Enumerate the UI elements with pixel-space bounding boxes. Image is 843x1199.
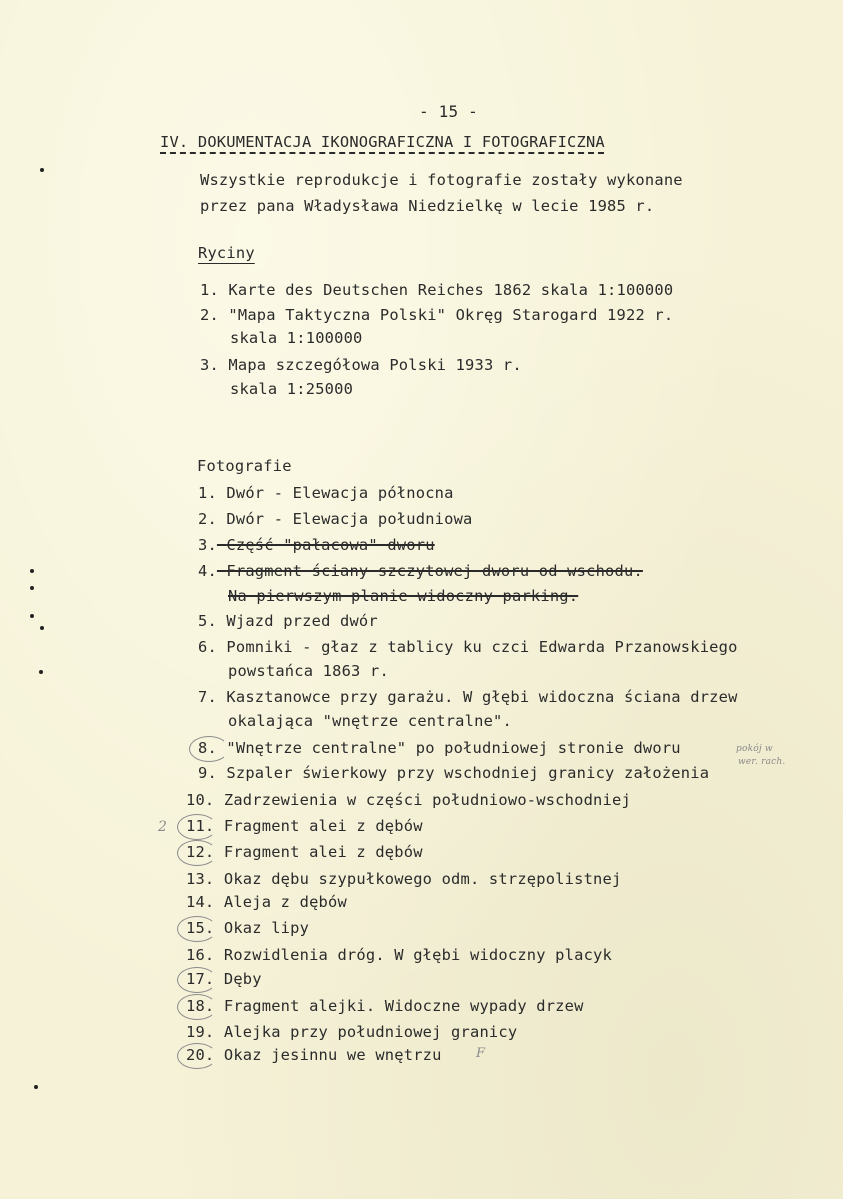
item-text: Część "pałacowa" dworu	[226, 536, 435, 554]
list-item-continuation: skala 1:25000	[230, 380, 354, 398]
section-heading: IV. DOKUMENTACJA IKONOGRAFICZNA I FOTOGRAFICZNA	[160, 133, 605, 151]
item-text: Pomniki - głaz z tablicy ku czci Edwarda Przanowskiego	[226, 638, 738, 656]
list-item	[186, 999, 584, 1014]
item-number: 14.	[186, 893, 215, 911]
margin-note-a: pokój w	[736, 744, 773, 754]
item-text: Wjazd przed dwór	[226, 612, 378, 630]
item-text: Szpaler świerkowy przy wschodniej granicy założenia	[226, 764, 710, 782]
list-item	[186, 948, 612, 963]
margin-dot	[39, 670, 43, 674]
item-number: 9.	[198, 764, 217, 782]
item-text: "Wnętrze centralne" po południowej stronie dworu	[226, 739, 681, 757]
item-number: 3.	[200, 356, 219, 374]
item-number: 7.	[198, 688, 217, 706]
item-text: Okaz lipy	[223, 919, 310, 937]
item-text: Aleja z dębów	[223, 893, 347, 911]
list-item-continuation-struck: Na pierwszym planie widoczny parking.	[228, 587, 579, 605]
margin-dot	[40, 626, 44, 630]
item-text: Zadrzewienia w części południowo-wschodniej	[223, 791, 631, 809]
list-item	[200, 283, 673, 298]
margin-dot	[30, 586, 34, 590]
list-item	[186, 819, 423, 834]
item-number: 2.	[200, 306, 219, 324]
item-number: 6.	[198, 638, 217, 656]
item-number: 10.	[186, 791, 215, 809]
item-text: Fragment alei z dębów	[223, 817, 423, 835]
item-number: 20.	[186, 1046, 215, 1064]
item-text: Fragment alei z dębów	[223, 843, 423, 861]
item-text: Fragment ściany szczytowej dworu od wschodu.	[226, 562, 643, 580]
list-item	[198, 614, 378, 629]
item-number: 4.	[198, 562, 217, 580]
margin-dot	[30, 614, 34, 618]
item-number: 19.	[186, 1023, 215, 1041]
item-number: 8.	[198, 739, 217, 757]
list-item	[186, 1025, 517, 1040]
list-item	[198, 690, 738, 705]
list-item	[186, 793, 631, 808]
item-number: 18.	[186, 997, 215, 1015]
margin-note-number: 2	[158, 819, 168, 835]
item-text: Dwór - Elewacja północna	[226, 484, 454, 502]
margin-dot	[30, 569, 34, 573]
item-number: 15.	[186, 919, 215, 937]
list-item	[186, 845, 423, 860]
fotografie-heading: Fotografie	[197, 457, 292, 475]
item-text: Rozwidlenia dróg. W głębi widoczny placyk	[223, 946, 612, 964]
end-mark: F	[476, 1046, 486, 1061]
intro-line-1: Wszystkie reprodukcje i fotografie zostały wykonane	[200, 171, 683, 189]
list-item	[186, 921, 309, 936]
item-text: Kasztanowce przy garażu. W głębi widoczna ściana drzew	[226, 688, 738, 706]
list-item	[200, 308, 673, 323]
item-number: 3.	[198, 536, 217, 554]
item-number: 1.	[200, 281, 219, 299]
list-item-continuation: powstańca 1863 r.	[228, 662, 389, 680]
list-item-continuation: okalająca "wnętrze centralne".	[228, 712, 512, 730]
list-item	[198, 512, 473, 527]
list-item-struck	[198, 564, 643, 579]
intro-line-2: przez pana Władysława Niedzielkę w lecie 1985 r.	[200, 197, 655, 215]
list-item	[186, 972, 262, 987]
item-number: 17.	[186, 970, 215, 988]
ryciny-heading: Ryciny	[198, 244, 255, 262]
item-text: Karte des Deutschen Reiches 1862 skala 1:100000	[228, 281, 674, 299]
margin-dot	[34, 1085, 38, 1089]
list-item	[198, 640, 738, 655]
item-text: "Mapa Taktyczna Polski" Okręg Starogard 1922 r.	[228, 306, 674, 324]
item-text: Dwór - Elewacja południowa	[226, 510, 473, 528]
margin-note-b: wer. rach.	[738, 757, 786, 767]
item-number: 12.	[186, 843, 215, 861]
item-number: 5.	[198, 612, 217, 630]
item-number: 2.	[198, 510, 217, 528]
item-number: 13.	[186, 870, 215, 888]
list-item-struck	[198, 538, 435, 553]
item-number: 16.	[186, 946, 215, 964]
list-item	[200, 358, 522, 373]
item-number: 11.	[186, 817, 215, 835]
list-item	[186, 1048, 442, 1063]
list-item-continuation: skala 1:100000	[230, 329, 363, 347]
list-item	[198, 486, 454, 501]
page-number: - 15 -	[419, 102, 478, 121]
list-item	[186, 895, 347, 910]
margin-dot	[40, 168, 44, 172]
item-text: Mapa szczegółowa Polski 1933 r.	[228, 356, 522, 374]
list-item	[198, 766, 709, 781]
item-text: Dęby	[223, 970, 262, 988]
list-item	[186, 872, 621, 887]
item-number: 1.	[198, 484, 217, 502]
item-text: Okaz dębu szypułkowego odm. strzępolistnej	[223, 870, 622, 888]
item-text: Fragment alejki. Widoczne wypady drzew	[223, 997, 584, 1015]
item-text: Alejka przy południowej granicy	[223, 1023, 518, 1041]
list-item	[198, 741, 681, 756]
item-text: Okaz jesinnu we wnętrzu	[223, 1046, 442, 1064]
